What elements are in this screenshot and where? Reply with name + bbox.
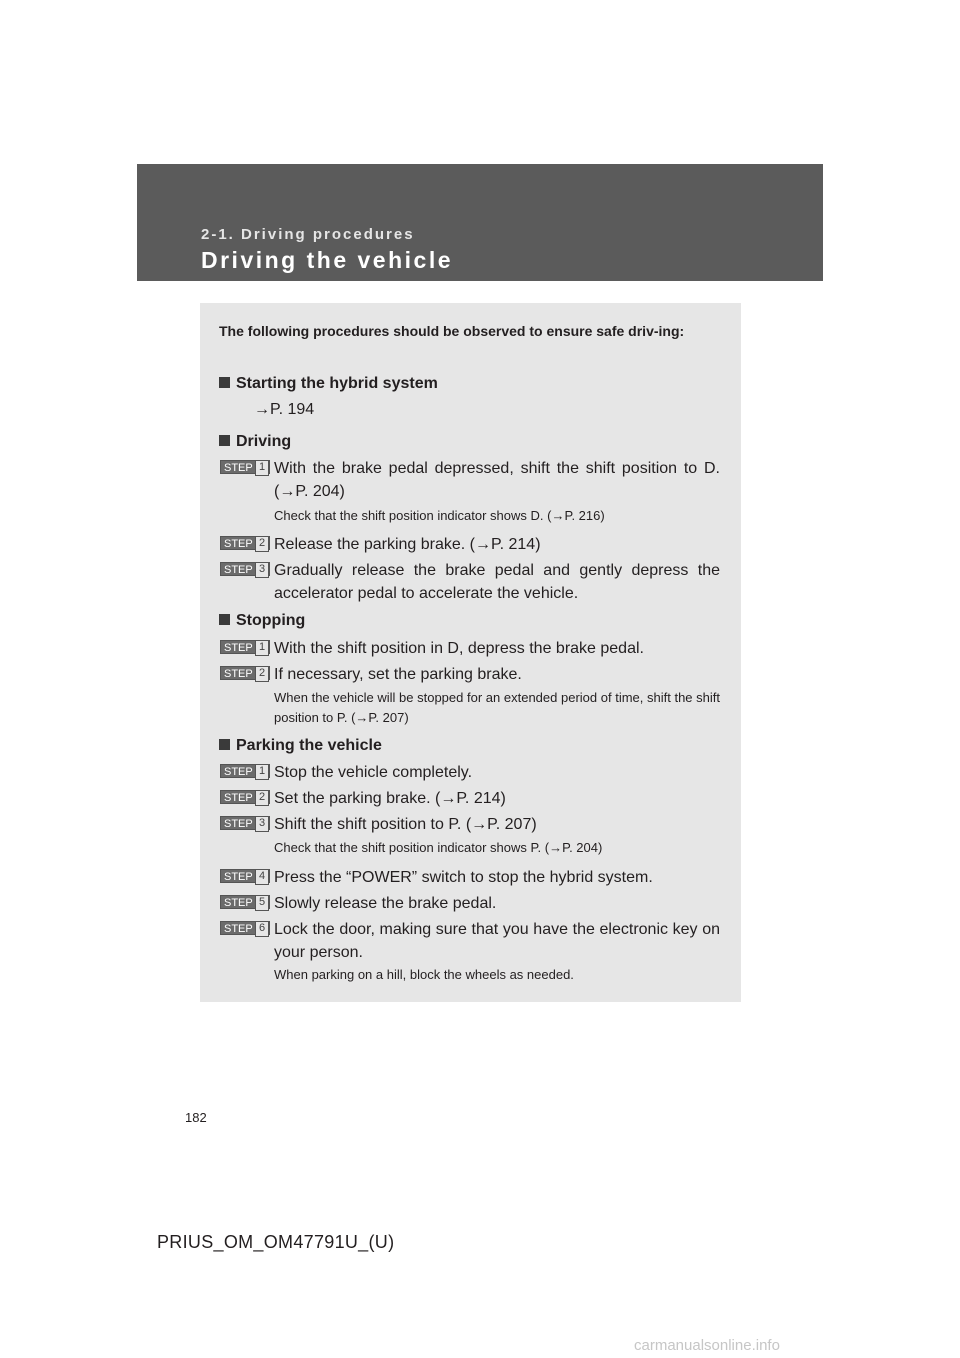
step-text: With the shift position in D, depress the brake pedal. (274, 640, 644, 657)
procedure-box (200, 303, 741, 1002)
step-badge (220, 536, 270, 550)
step-number: 2 (255, 536, 269, 552)
step-note: Check that the shift position indicator shows D. (→P. 216) (274, 508, 605, 523)
page-title: Driving the vehicle (201, 247, 454, 273)
step-badge (220, 666, 270, 680)
section-label: 2-1. Driving procedures (201, 226, 415, 243)
square-bullet-icon (219, 377, 230, 388)
step-number: 1 (255, 640, 269, 656)
square-bullet-icon (219, 614, 230, 625)
step-text: With the brake pedal depressed, shift the shift position to D. (→P. 204) (274, 460, 720, 500)
step-number: 3 (255, 816, 269, 832)
page-reference: →P. 194 (254, 401, 315, 418)
step-word: STEP (224, 897, 253, 909)
step-badge (220, 640, 270, 654)
step-word: STEP (224, 538, 253, 550)
step-number: 5 (255, 895, 269, 911)
step-text: Shift the shift position to P. (→P. 207) (274, 816, 537, 833)
step-number: 1 (255, 460, 269, 476)
step-text: Stop the vehicle completely. (274, 764, 473, 781)
step-text: Set the parking brake. (→P. 214) (274, 790, 506, 807)
step-word: STEP (224, 564, 253, 576)
square-bullet-icon (219, 435, 230, 446)
step-number: 2 (255, 790, 269, 806)
heading-label: Parking the vehicle (236, 737, 382, 754)
heading-starting (219, 375, 438, 393)
step-badge (220, 895, 270, 909)
header-band (137, 164, 823, 281)
intro-text: The following procedures should be observed to ensure safe driv-ing: (219, 323, 685, 339)
step-badge (220, 816, 270, 830)
heading-driving (219, 433, 291, 451)
step-text: If necessary, set the parking brake. (274, 666, 522, 683)
step-badge (220, 460, 270, 474)
step-word: STEP (224, 818, 253, 830)
heading-label: Stopping (236, 612, 306, 629)
step-note: When the vehicle will be stopped for an extended period of time, shift the shift position to P. (→P. 207) (274, 690, 720, 725)
step-badge (220, 869, 270, 883)
step-text: Press the “POWER” switch to stop the hybrid system. (274, 869, 653, 886)
heading-label: Driving (236, 433, 292, 450)
step-word: STEP (224, 792, 253, 804)
step-number: 1 (255, 764, 269, 780)
square-bullet-icon (219, 739, 230, 750)
step-text: Slowly release the brake pedal. (274, 895, 497, 912)
step-text: Release the parking brake. (→P. 214) (274, 536, 541, 553)
step-word: STEP (224, 462, 253, 474)
page-number: 182 (185, 1110, 207, 1125)
step-text: Lock the door, making sure that you have the electronic key on your person. (274, 921, 720, 961)
step-word: STEP (224, 871, 253, 883)
step-word: STEP (224, 766, 253, 778)
step-word: STEP (224, 923, 253, 935)
heading-parking (219, 737, 382, 755)
step-number: 3 (255, 562, 269, 578)
step-badge (220, 790, 270, 804)
step-word: STEP (224, 642, 253, 654)
heading-stopping (219, 612, 305, 630)
step-word: STEP (224, 668, 253, 680)
step-badge (220, 921, 270, 935)
step-badge (220, 764, 270, 778)
step-badge (220, 562, 270, 576)
watermark: carmanualsonline.info (634, 1337, 780, 1354)
step-number: 4 (255, 869, 269, 885)
heading-label: Starting the hybrid system (236, 375, 438, 392)
step-number: 2 (255, 666, 269, 682)
step-number: 6 (255, 921, 269, 937)
step-text: Gradually release the brake pedal and gently depress the accelerator pedal to accelerate the vehicle. (274, 562, 720, 602)
step-note: When parking on a hill, block the wheels as needed. (274, 967, 574, 982)
step-note: Check that the shift position indicator shows P. (→P. 204) (274, 840, 603, 855)
document-id: PRIUS_OM_OM47791U_(U) (157, 1232, 395, 1252)
